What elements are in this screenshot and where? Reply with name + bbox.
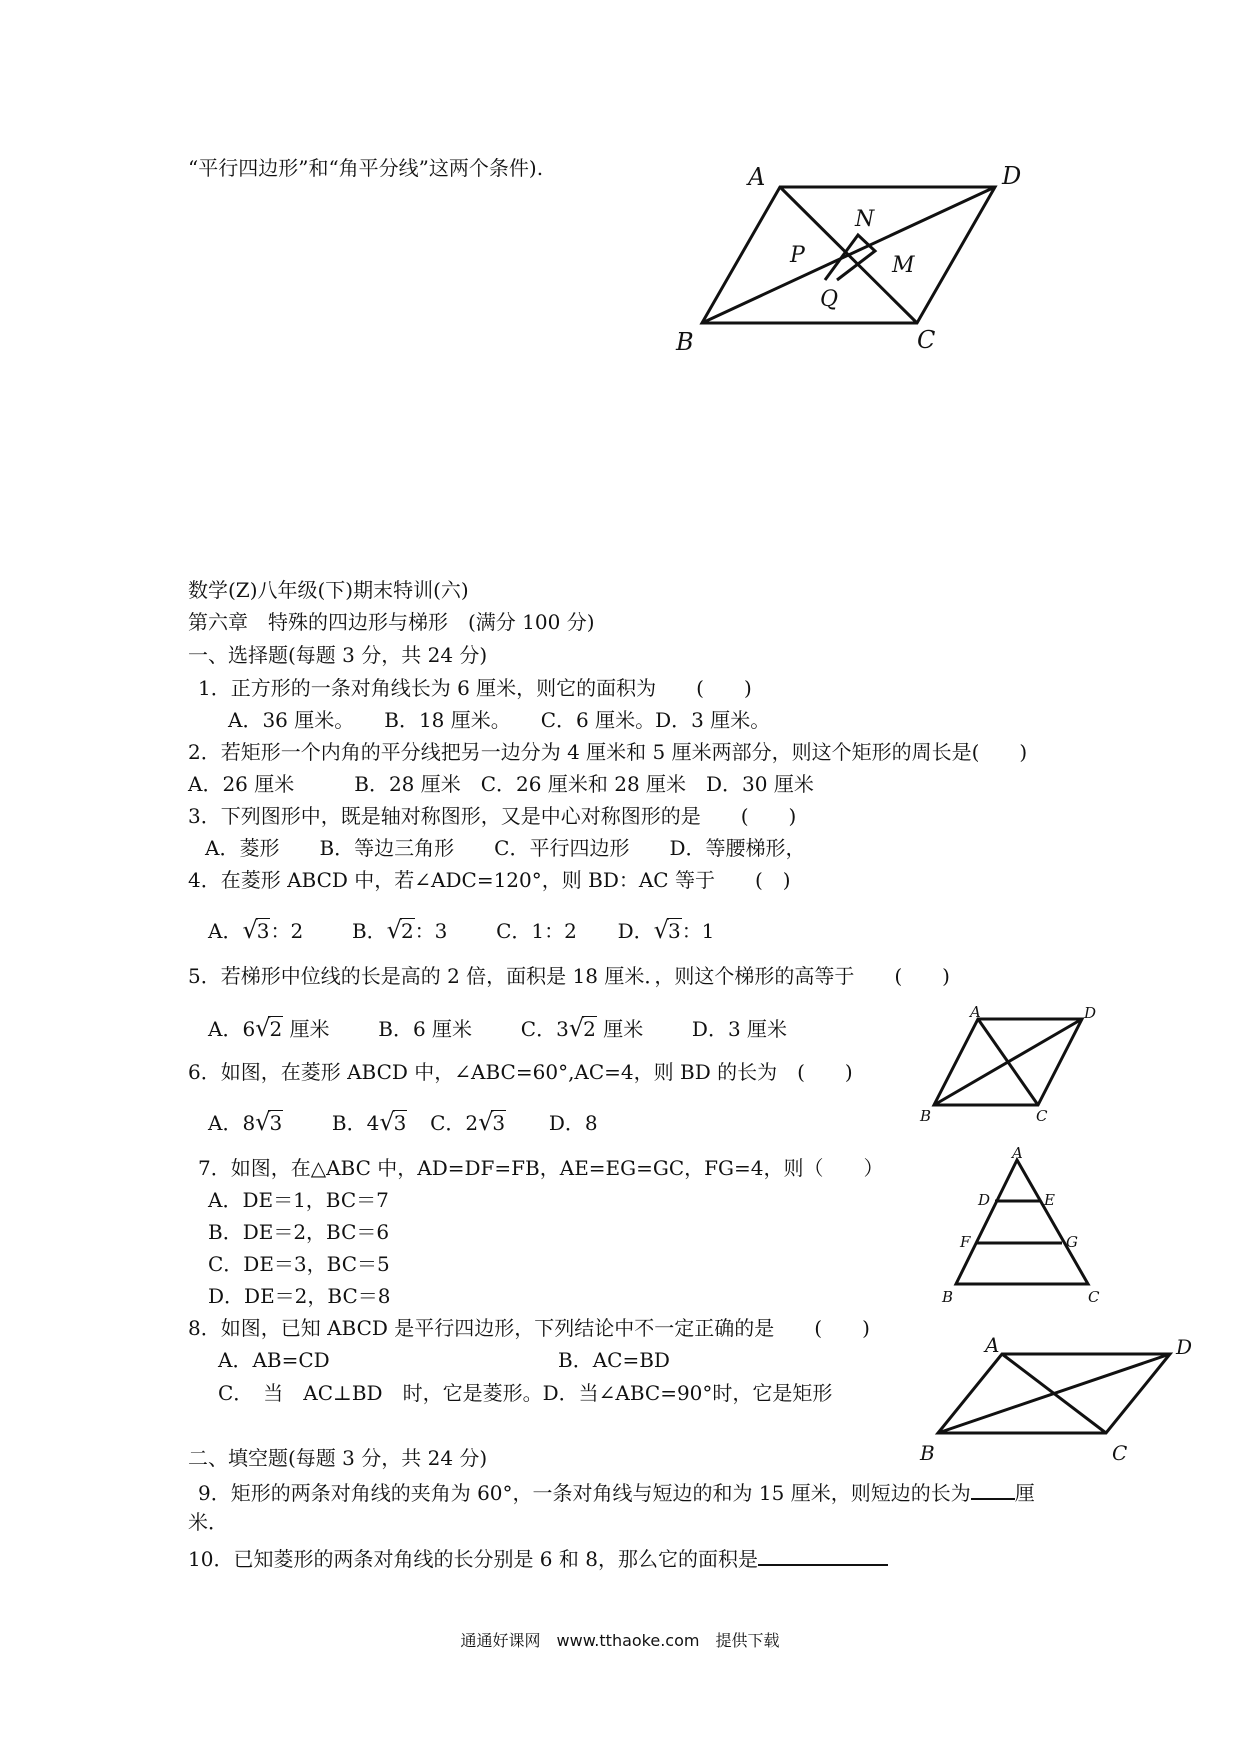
label-A: A	[748, 163, 766, 191]
fig8-label-C: C	[1112, 1441, 1128, 1465]
q7-option-a: A．DE＝1，BC＝7	[208, 1188, 389, 1212]
fig7-label-B: B	[942, 1288, 954, 1306]
q5-option-c: C．3√2 厘米	[520, 1014, 644, 1042]
q3-stem: 3．下列图形中，既是轴对称图形，又是中心对称图形的是 ( )	[188, 804, 797, 828]
section1-heading: 一、选择题(每题 3 分，共 24 分)	[188, 643, 488, 667]
q9-unit: 厘	[1014, 1481, 1035, 1505]
fig8-label-A: A	[985, 1333, 1000, 1357]
fig7-label-C: C	[1088, 1288, 1100, 1306]
rhombus-figure-q6	[920, 1005, 1100, 1125]
fig7-label-D: D	[978, 1191, 991, 1209]
q4-option-d: D．√3：1	[617, 916, 715, 944]
fig8-label-B: B	[920, 1441, 935, 1465]
fig6-label-B: B	[920, 1107, 932, 1125]
label-Q: Q	[820, 287, 839, 312]
q2-stem: 2．若矩形一个内角的平分线把另一边分为 4 厘米和 5 厘米两部分，则这个矩形的周长是( )	[188, 740, 1028, 764]
q3-options: A．菱形 B．等边三角形 C．平行四边形 D．等腰梯形，	[205, 836, 806, 860]
parallelogram-figure-top	[660, 150, 1040, 370]
q1-options: A．36 厘米。 B．18 厘米。 C．6 厘米。D．3 厘米。	[228, 708, 771, 732]
q6-option-a: A．8√3	[208, 1108, 283, 1136]
q9-answer-blank[interactable]	[971, 1480, 1015, 1500]
q9-stem: 9．矩形的两条对角线的夹角为 60°，一条对角线与短边的和为 15 厘米，则短边的长为	[198, 1481, 971, 1505]
q4-option-c: C．1：2	[496, 919, 577, 943]
fig6-label-C: C	[1036, 1107, 1048, 1125]
q7-stem: 7．如图，在△ABC 中，AD=DF=FB，AE=EG=GC，FG=4，则（ ）	[198, 1156, 884, 1180]
label-D: D	[1002, 162, 1022, 190]
fig7-label-G: G	[1066, 1233, 1078, 1251]
q10-stem: 10．已知菱形的两条对角线的长分别是 6 和 8，那么它的面积是	[188, 1547, 758, 1571]
q8-option-a: A．AB=CD	[218, 1348, 330, 1372]
q7-option-b: B．DE＝2，BC＝6	[208, 1220, 390, 1244]
fig7-label-A: A	[1012, 1144, 1023, 1162]
q7-option-c: C．DE＝3，BC＝5	[208, 1252, 390, 1276]
fig6-label-D: D	[1084, 1004, 1097, 1022]
chapter-line: 第六章 特殊的四边形与梯形 (满分 100 分)	[188, 610, 595, 634]
q7-option-d: D．DE＝2，BC＝8	[208, 1284, 391, 1308]
q6-options	[208, 1110, 598, 1134]
q4-option-a: A．√3：2	[208, 916, 304, 944]
exam-title: 数学(Z)八年级(下)期末特训(六)	[188, 578, 469, 602]
q2-options: A．26 厘米 B．28 厘米 C．26 厘米和 28 厘米 D．30 厘米	[188, 772, 814, 796]
q6-option-c: C．2√3	[430, 1108, 506, 1136]
intro-line: “平行四边形”和“角平分线”这两个条件).	[188, 156, 544, 180]
triangle-figure-q7	[940, 1144, 1110, 1318]
parallelogram-figure-q8	[920, 1330, 1193, 1470]
label-N: N	[855, 207, 875, 232]
label-M: M	[892, 253, 915, 278]
fig7-label-E: E	[1044, 1191, 1055, 1209]
section2-heading: 二、填空题(每题 3 分，共 24 分)	[188, 1446, 488, 1470]
fig6-label-A: A	[970, 1003, 981, 1021]
footer-credit: 通通好课网 www.tthaoke.com 提供下载	[460, 1631, 780, 1650]
q10-line	[188, 1546, 888, 1569]
q6-option-d: D．8	[548, 1111, 598, 1135]
q5-stem: 5．若梯形中位线的长是高的 2 倍，面积是 18 厘米．，则这个梯形的高等于 ( )	[188, 964, 950, 988]
q1-stem: 1．正方形的一条对角线长为 6 厘米，则它的面积为 ( )	[198, 676, 752, 700]
label-P: P	[790, 243, 805, 268]
label-B: B	[676, 328, 694, 356]
q5-option-b: B．6 厘米	[378, 1017, 473, 1041]
q5-options	[208, 1016, 787, 1040]
q4-stem: 4．在菱形 ABCD 中，若∠ADC=120°，则 BD：AC 等于 ( )	[188, 868, 791, 892]
q9-continuation: 米．	[188, 1510, 228, 1534]
q9-line	[198, 1480, 1035, 1503]
q8-stem: 8．如图，已知 ABCD 是平行四边形，下列结论中不一定正确的是 ( )	[188, 1316, 870, 1340]
fig8-label-D: D	[1176, 1335, 1193, 1359]
q5-option-d: D．3 厘米	[691, 1017, 788, 1041]
q6-stem: 6．如图，在菱形 ABCD 中，∠ABC=60°,AC=4，则 BD 的长为 ( )	[188, 1060, 853, 1084]
q4-option-b: B．√2：3	[351, 916, 448, 944]
q5-option-a: A．6√2 厘米	[208, 1014, 330, 1042]
q8-option-cd: C． 当 AC⊥BD 时，它是菱形。D．当∠ABC=90°时，它是矩形	[218, 1381, 833, 1405]
q4-options	[208, 918, 714, 942]
label-C: C	[917, 326, 936, 354]
q10-answer-blank[interactable]	[758, 1546, 888, 1566]
q8-option-b: B．AC=BD	[558, 1348, 670, 1372]
fig7-label-F: F	[960, 1233, 971, 1251]
q6-option-b: B．4√3	[331, 1108, 407, 1136]
